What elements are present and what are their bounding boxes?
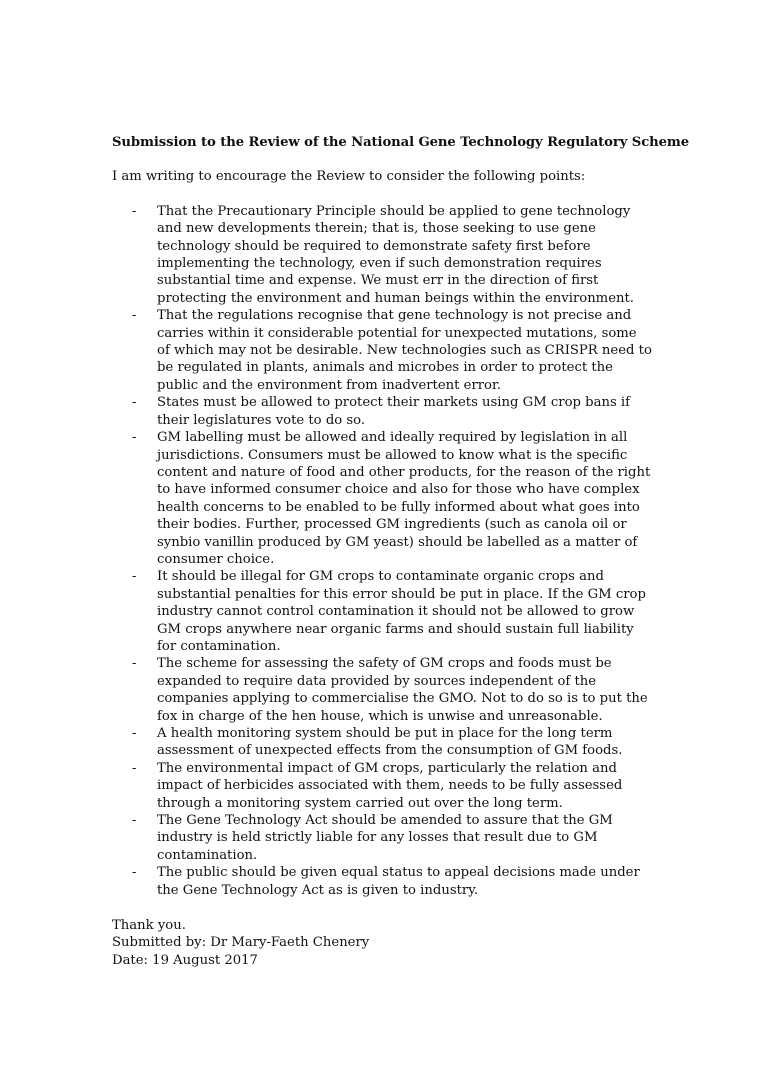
document-body [112,134,690,969]
point-text: GM labelling must be allowed and ideally required by legislation in all jurisdictions. Consumers must be allowed to know what is the specific content and nature of food and other products, for the reason of the right to have informed consumer choice and also for those who have complex health concerns to be enabled to be fully informed about what goes into their bodies. Further, processed GM ingredients (such as canola oil or synbio vanillin produced by GM yeast) should be labelled as a matter of consumer choice. [157,430,651,567]
bullet-dash: - [132,865,137,881]
thanks-line: Thank you. [112,918,186,934]
point-text: The public should be given equal status to appeal decisions made under the Gene Technology Act as is given to industry. [157,865,640,898]
bullet-dash: - [132,203,137,219]
point-item [112,429,652,568]
point-item [112,725,652,760]
point-text: The environmental impact of GM crops, particularly the relation and impact of herbicides associated with them, needs to be fully assessed through a monitoring system carried out over the long term. [157,760,623,811]
closing-block [112,917,652,969]
point-item [112,864,652,899]
bullet-dash: - [132,569,137,585]
point-item [112,655,652,725]
point-item [112,394,652,429]
intro-paragraph: I am writing to encourage the Review to consider the following points: [112,169,586,185]
date-line: Date: 19 August 2017 [112,952,258,968]
bullet-dash: - [132,308,137,324]
points-list [112,203,652,899]
bullet-dash: - [132,726,137,741]
submitted-by-line: Submitted by: Dr Mary-Faeth Chenery [112,935,370,951]
point-text: That the regulations recognise that gene technology is not precise and carries within it considerable potential for unexpected mutations, some of which may not be desirable. New technologies such as CRISPR need to be regulated in plants, animals and microbes in order to protect the public and the environment from inadvertent error. [157,308,652,393]
point-item [112,203,652,307]
document-title: Submission to the Review of the National Gene Technology Regulatory Scheme [112,135,690,150]
point-text: It should be illegal for GM crops to contaminate organic crops and substantial penalties for this error should be put in place. If the GM crop industry cannot control contamination it should not be allowed to grow GM crops anywhere near organic farms and should sustain full liability for contamination. [157,569,646,654]
bullet-dash: - [132,813,137,829]
point-text: States must be allowed to protect their markets using GM crop bans if their legislatures vote to do so. [157,395,631,428]
point-item [112,812,652,864]
point-text: A health monitoring system should be put in place for the long term assessment of unexpected effects from the consumption of GM foods. [157,726,623,759]
bullet-dash: - [132,760,137,776]
point-text: The scheme for assessing the safety of GM crops and foods must be expanded to require data provided by sources independent of the companies applying to commercialise the GMO. Not to do so is to put the fox in charge of the hen house, which is unwise and unreasonable. [157,656,648,724]
point-text: The Gene Technology Act should be amended to assure that the GM industry is held strictly liable for any losses that result due to GM contamination. [157,813,613,863]
point-item [112,307,652,394]
point-text: That the Precautionary Principle should be applied to gene technology and new developments therein; that is, those seeking to use gene technology should be required to demonstrate safety first before implementing the technology, even if such demonstration requires substantial time and expense. We must err in the direction of first protecting the environment and human beings within the environment. [157,203,634,306]
bullet-dash: - [132,395,137,411]
bullet-dash: - [132,656,137,672]
bullet-dash: - [132,430,137,446]
point-item [112,760,652,812]
point-item [112,568,652,655]
